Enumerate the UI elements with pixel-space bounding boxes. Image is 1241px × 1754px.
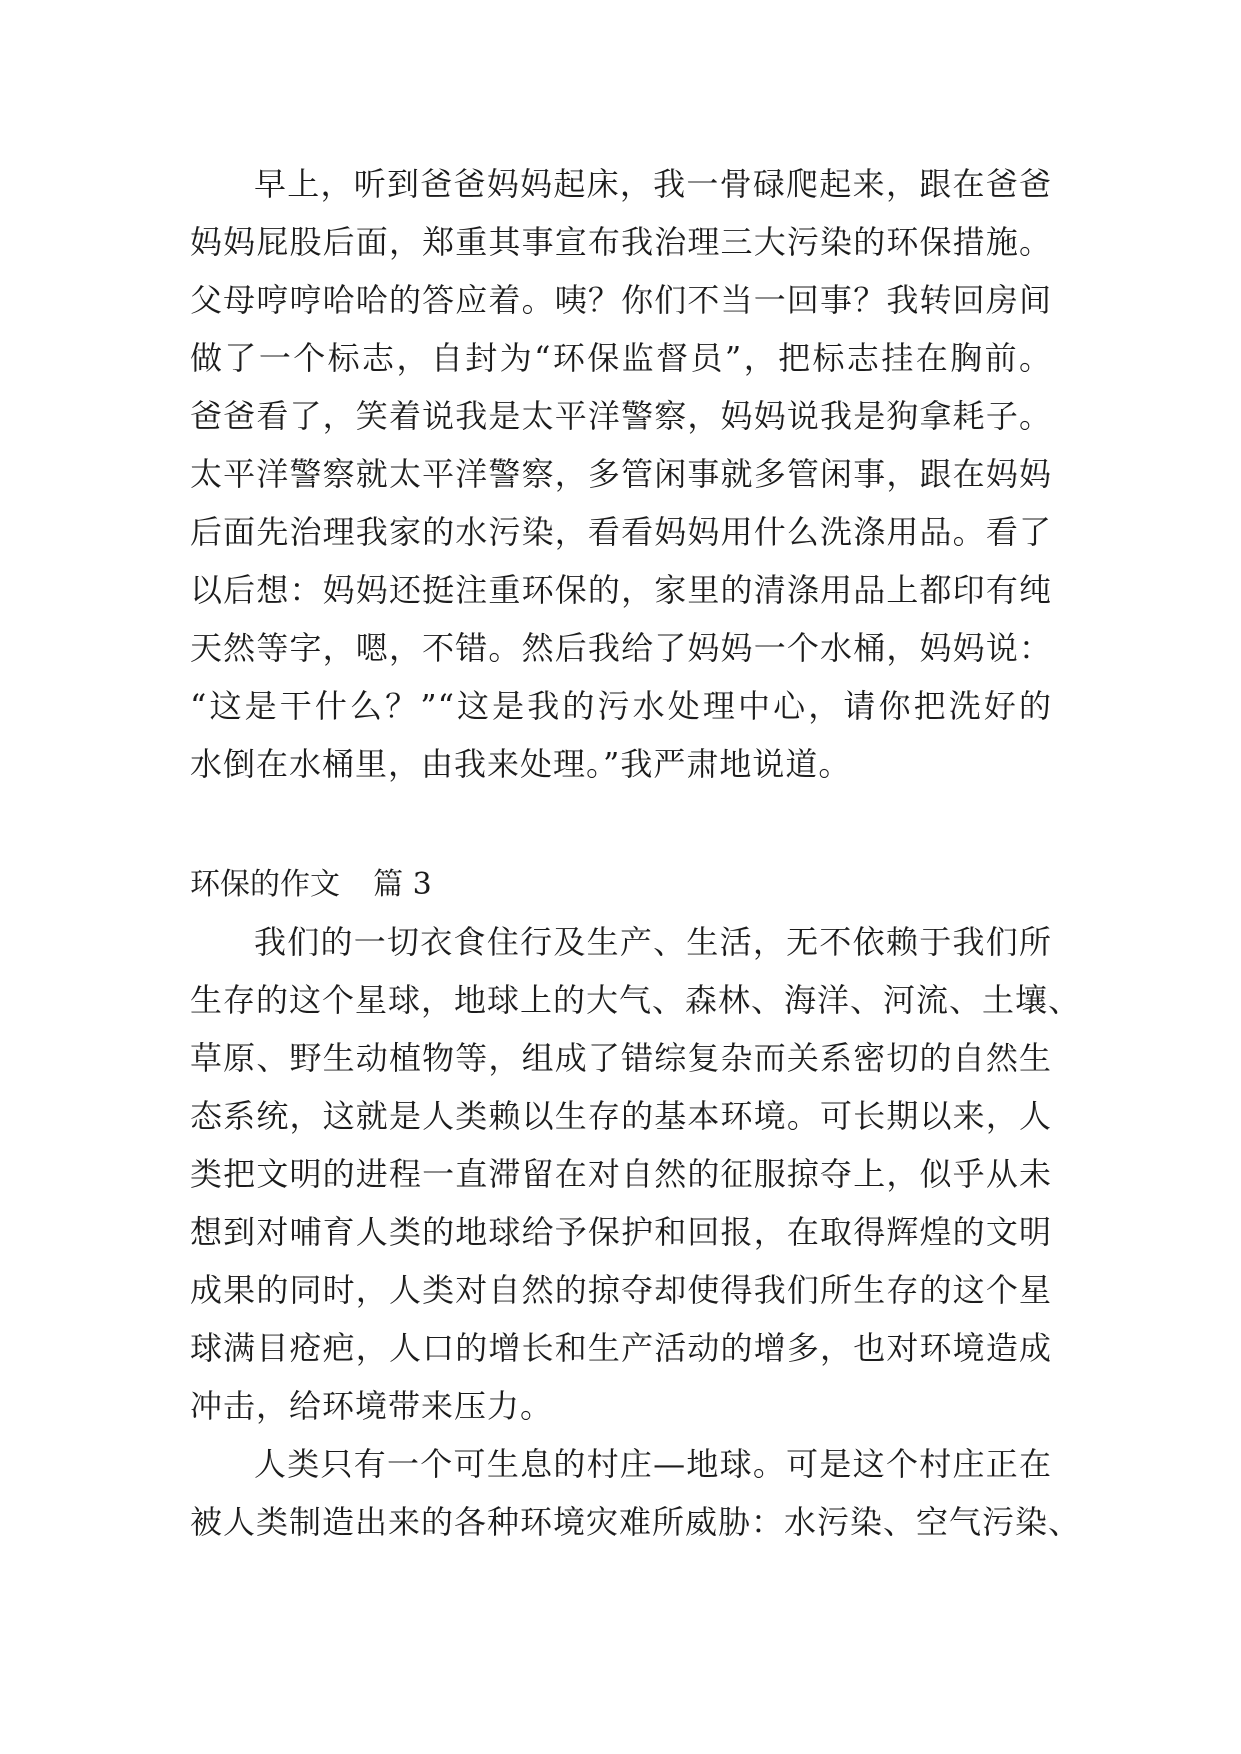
paragraph-line: 成果的同时，人类对自然的掠夺却使得我们所生存的这个星 bbox=[190, 1271, 1052, 1309]
paragraph-line: 太平洋警察就太平洋警察，多管闲事就多管闲事，跟在妈妈 bbox=[190, 455, 1052, 493]
section-heading-title: 环保的作文 bbox=[190, 867, 340, 902]
paragraph-line: 球满目疮疤，人口的增长和生产活动的增多，也对环境造成 bbox=[190, 1329, 1052, 1367]
paragraph-line: 类把文明的进程一直滞留在对自然的征服掠夺上，似乎从未 bbox=[190, 1155, 1052, 1193]
section-heading bbox=[190, 860, 432, 910]
paragraph-line: 妈妈屁股后面，郑重其事宣布我治理三大污染的环保措施。 bbox=[190, 223, 1052, 261]
paragraph-line: 水倒在水桶里，由我来处理。”我严肃地说道。 bbox=[190, 745, 852, 783]
paragraph-line: 被人类制造出来的各种环境灾难所威胁：水污染、空气污染、 bbox=[190, 1503, 1082, 1541]
paragraph-line: “这是干什么？”“这是我的污水处理中心，请你把洗好的 bbox=[190, 687, 1052, 725]
section-heading-number: 篇 3 bbox=[373, 867, 432, 902]
paragraph-line: 草原、野生动植物等，组成了错综复杂而关系密切的自然生 bbox=[190, 1039, 1052, 1077]
paragraph-line: 爸爸看了，笑着说我是太平洋警察，妈妈说我是狗拿耗子。 bbox=[190, 397, 1052, 435]
paragraph-line: 我们的一切衣食住行及生产、生活，无不依赖于我们所 bbox=[254, 923, 1052, 961]
paragraph-line: 以后想：妈妈还挺注重环保的，家里的清涤用品上都印有纯 bbox=[190, 571, 1052, 609]
paragraph-line: 态系统，这就是人类赖以生存的基本环境。可长期以来，人 bbox=[190, 1097, 1052, 1135]
paragraph-line: 生存的这个星球，地球上的大气、森林、海洋、河流、土壤、 bbox=[190, 981, 1082, 1019]
paragraph-line: 早上，听到爸爸妈妈起床，我一骨碌爬起来，跟在爸爸 bbox=[254, 165, 1052, 203]
paragraph-line: 想到对哺育人类的地球给予保护和回报，在取得辉煌的文明 bbox=[190, 1213, 1052, 1251]
paragraph-line: 人类只有一个可生息的村庄—地球。可是这个村庄正在 bbox=[254, 1445, 1052, 1483]
paragraph-line: 冲击，给环境带来压力。 bbox=[190, 1387, 554, 1425]
paragraph-line: 后面先治理我家的水污染，看看妈妈用什么洗涤用品。看了 bbox=[190, 513, 1052, 551]
paragraph-line: 做了一个标志，自封为“环保监督员”，把标志挂在胸前。 bbox=[190, 339, 1052, 377]
paragraph-line: 父母哼哼哈哈的答应着。咦？你们不当一回事？我转回房间 bbox=[190, 281, 1052, 319]
paragraph-line: 天然等字，嗯，不错。然后我给了妈妈一个水桶，妈妈说： bbox=[190, 629, 1052, 667]
